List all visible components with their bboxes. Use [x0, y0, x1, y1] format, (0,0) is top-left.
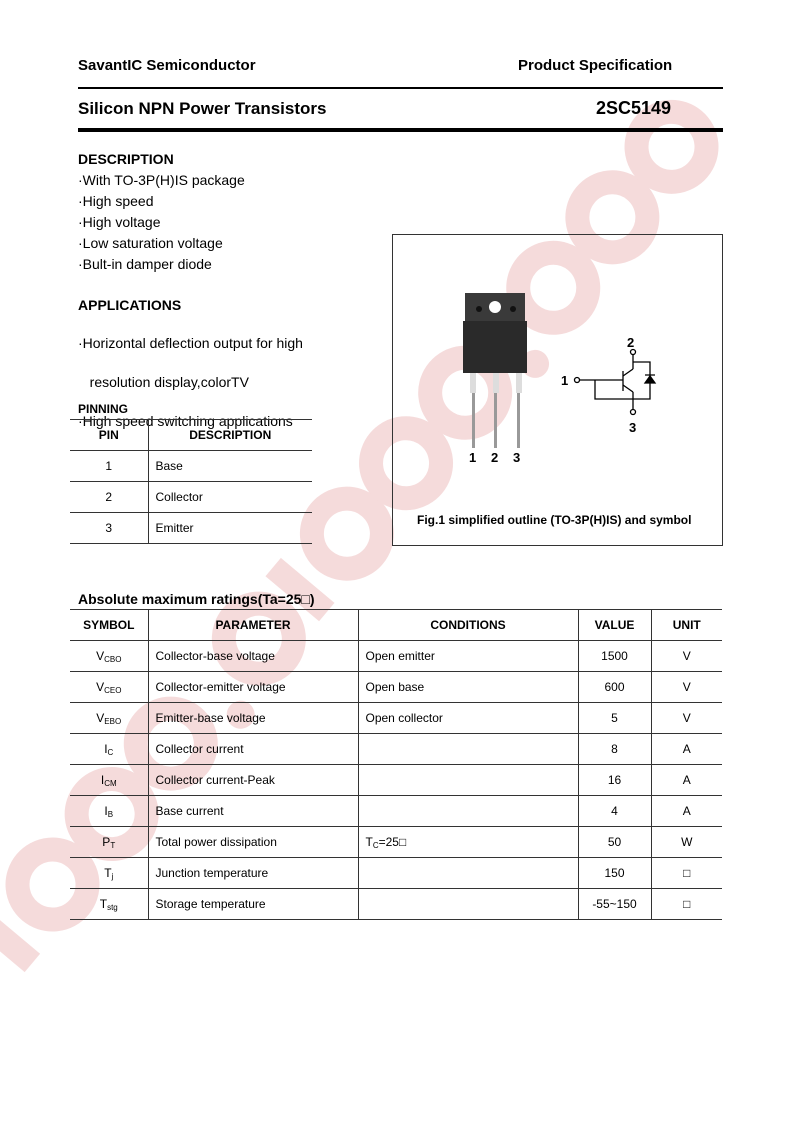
parameter: Base current [148, 796, 358, 827]
conditions [358, 765, 578, 796]
parameter: Storage temperature [148, 889, 358, 920]
unit: V [651, 641, 722, 672]
conditions: Open emitter [358, 641, 578, 672]
parameter: Junction temperature [148, 858, 358, 889]
list-item: ·Bult-in damper diode [78, 256, 212, 272]
parameter: Collector current [148, 734, 358, 765]
product-line: Silicon NPN Power Transistors [78, 99, 327, 118]
package-pin-label: 1 [469, 450, 477, 465]
ratings-table [70, 609, 722, 920]
ratings-title: Absolute maximum ratings(Ta=25□) [78, 591, 315, 607]
table-row [70, 482, 312, 513]
header-symbol: SYMBOL [70, 610, 148, 641]
conditions: $T_C=25□$ [358, 827, 578, 858]
symbol: $P_T$ [70, 827, 148, 858]
value: -55~150 [578, 889, 651, 920]
pinning-heading: PINNING [78, 402, 129, 416]
company-name: SavantIC Semiconductor [78, 57, 256, 74]
transistor-outline-and-symbol [393, 235, 724, 547]
figure-caption: Fig.1 simplified outline (TO-3P(H)IS) and symbol [417, 513, 692, 527]
description-heading: DESCRIPTION [78, 151, 174, 167]
header-description: DESCRIPTION [148, 420, 312, 451]
value: 50 [578, 827, 651, 858]
table-row [70, 641, 722, 672]
figure-box [392, 234, 723, 546]
divider [78, 87, 723, 89]
conditions [358, 889, 578, 920]
conditions [358, 796, 578, 827]
symbol-pin-label: 1 [561, 373, 569, 388]
table-row [70, 765, 722, 796]
list-item: ·With TO-3P(H)IS package [78, 172, 245, 188]
value: 16 [578, 765, 651, 796]
list-item: ·High speed switching applications [78, 413, 293, 429]
watermark-shape [298, 484, 397, 583]
pin-description: Emitter [148, 513, 312, 544]
pin-description: Base [148, 451, 312, 482]
applications-heading: APPLICATIONS [78, 297, 182, 313]
parameter: Total power dissipation [148, 827, 358, 858]
unit: A [651, 765, 722, 796]
table-header [70, 420, 312, 451]
value: 8 [578, 734, 651, 765]
conditions [358, 858, 578, 889]
table-row [70, 796, 722, 827]
table-row [70, 889, 722, 920]
list-item: ·Low saturation voltage [78, 235, 223, 251]
list-item: ·High speed [78, 193, 154, 209]
list-item: resolution display,colorTV [78, 374, 249, 390]
header-pin: PIN [70, 420, 148, 451]
transistor-symbol [575, 350, 656, 415]
symbol-pin-label: 2 [627, 335, 635, 350]
unit: W [651, 827, 722, 858]
value: 1500 [578, 641, 651, 672]
pin-number: 2 [70, 482, 148, 513]
symbol: $V_{CEO}$ [70, 672, 148, 703]
doc-type: Product Specification [518, 57, 673, 74]
unit: V [651, 672, 722, 703]
divider [78, 128, 723, 132]
watermark-shape [0, 918, 32, 963]
table-row [70, 513, 312, 544]
description-list [78, 170, 245, 275]
pinning-table [70, 419, 312, 544]
symbol: $I_{CM}$ [70, 765, 148, 796]
package-pin-label: 2 [491, 450, 499, 465]
value: 600 [578, 672, 651, 703]
table-row [70, 827, 722, 858]
parameter: Collector-base voltage [148, 641, 358, 672]
unit: V [651, 703, 722, 734]
symbol: $T_j$ [70, 858, 148, 889]
package-image [463, 293, 527, 448]
pin-number: 3 [70, 513, 148, 544]
value: 4 [578, 796, 651, 827]
table-row [70, 703, 722, 734]
parameter: Collector-emitter voltage [148, 672, 358, 703]
header-value: VALUE [578, 610, 651, 641]
header-conditions: CONDITIONS [358, 610, 578, 641]
pin-description: Collector [148, 482, 312, 513]
conditions [358, 734, 578, 765]
symbol-pin-label: 3 [629, 420, 637, 435]
header-parameter: PARAMETER [148, 610, 358, 641]
symbol: $T_{stg}$ [70, 889, 148, 920]
header-unit: UNIT [651, 610, 722, 641]
parameter: Collector current-Peak [148, 765, 358, 796]
list-item: ·High voltage [78, 214, 161, 230]
symbol: $I_B$ [70, 796, 148, 827]
unit: A [651, 734, 722, 765]
part-number: 2SC5149 [596, 98, 672, 118]
value: 5 [578, 703, 651, 734]
conditions: Open base [358, 672, 578, 703]
pin-number: 1 [70, 451, 148, 482]
conditions: Open collector [358, 703, 578, 734]
symbol: $V_{EBO}$ [70, 703, 148, 734]
table-row [70, 451, 312, 482]
value: 150 [578, 858, 651, 889]
table-row [70, 858, 722, 889]
list-item: ·Horizontal deflection output for high [78, 335, 303, 351]
parameter: Emitter-base voltage [148, 703, 358, 734]
unit: A [651, 796, 722, 827]
unit: □ [651, 858, 722, 889]
symbol: $V_{CBO}$ [70, 641, 148, 672]
unit: □ [651, 889, 722, 920]
table-row [70, 672, 722, 703]
package-pin-label: 3 [513, 450, 521, 465]
table-header [70, 610, 722, 641]
symbol: $I_C$ [70, 734, 148, 765]
table-row [70, 734, 722, 765]
